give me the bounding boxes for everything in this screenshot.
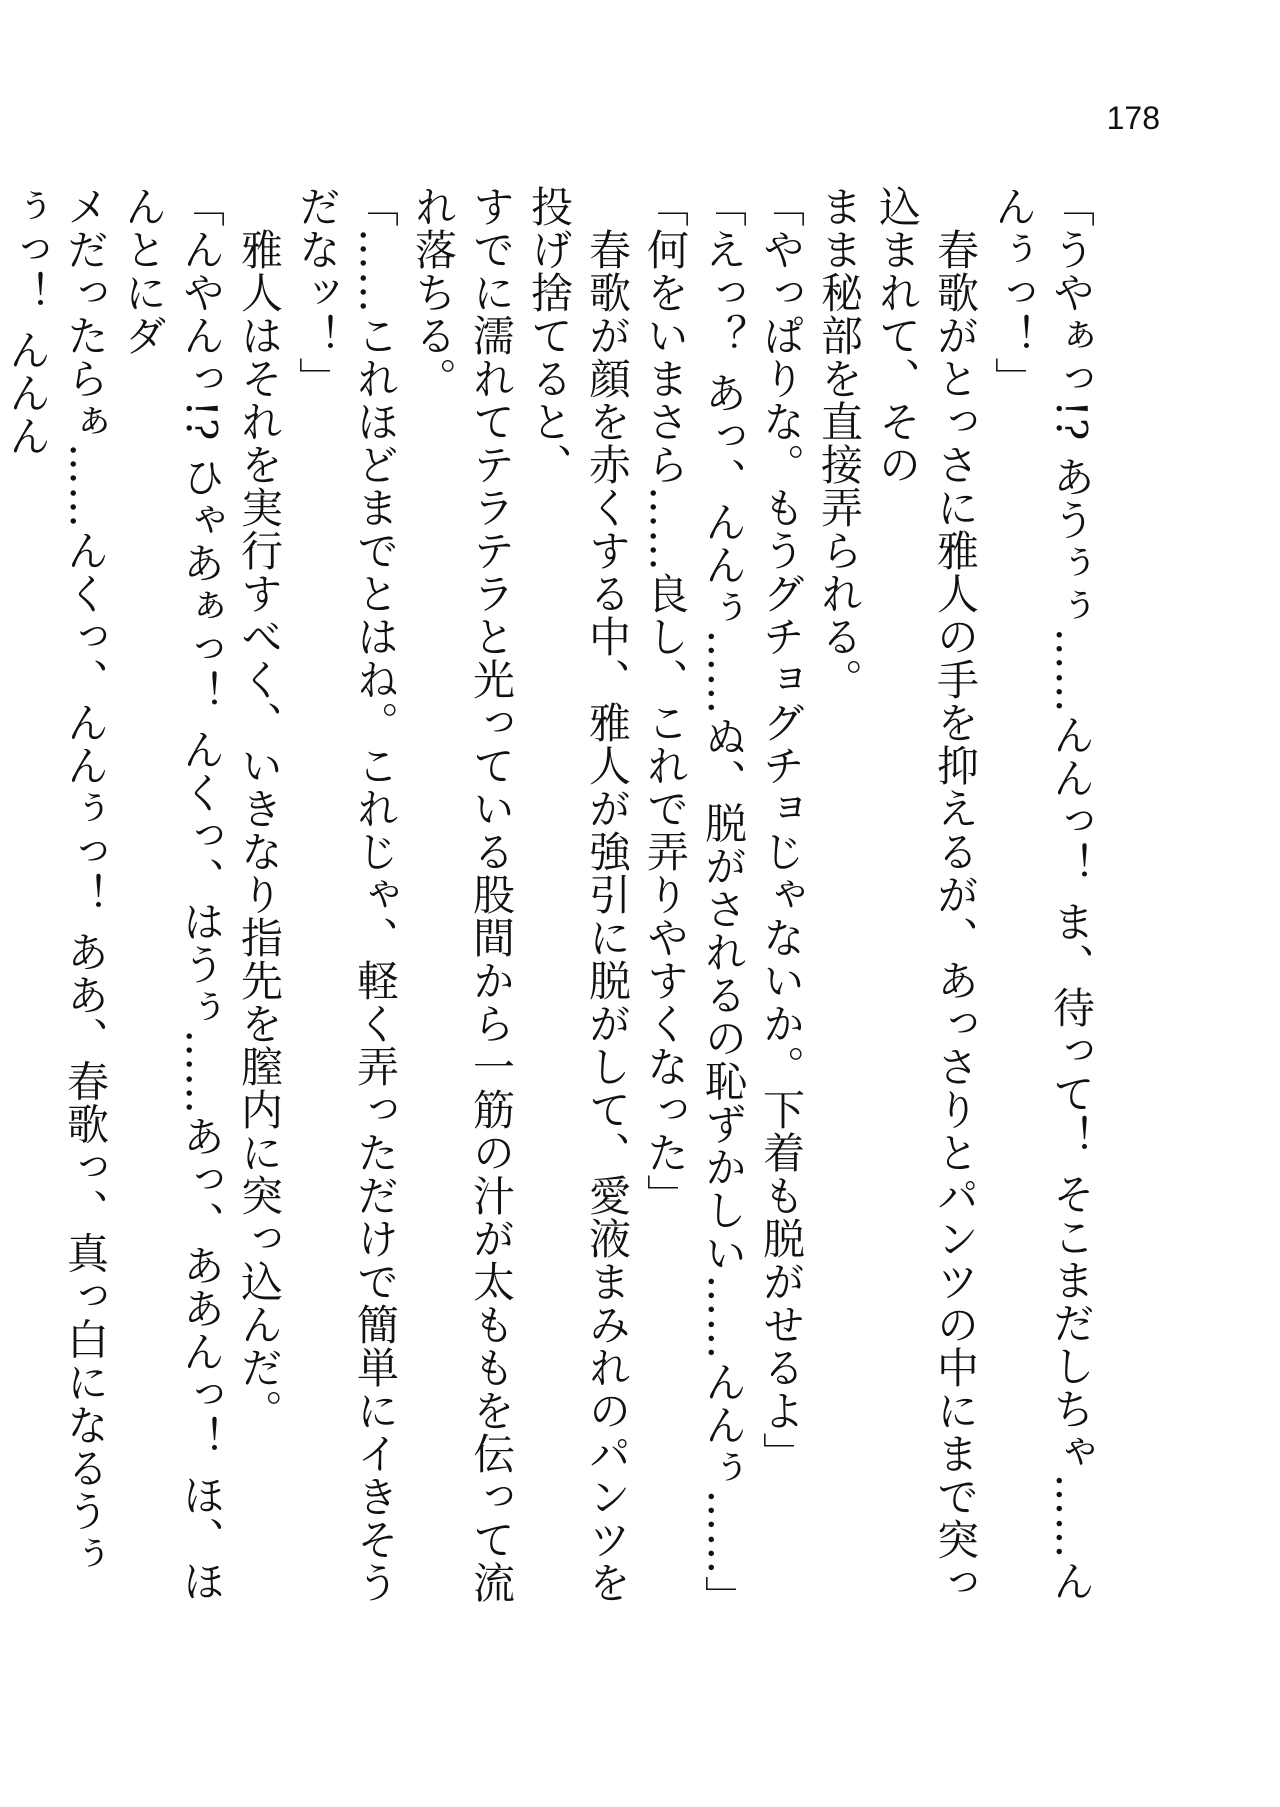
text-line: 「うやぁっ!? あうぅぅ……んんっ！ ま、待って！ そこまだしちゃ……んんぅっ！」 (989, 185, 1096, 1603)
text-line: 「やっぱりな。もうグチョグチョじゃないか。下着も脱がせるよ」 (757, 185, 806, 1475)
text-line: 「んやんっ!? ひゃあぁっ！ んくっ、はうぅ……あっ、ああんっ！ ほ、ほんとにダ (119, 185, 226, 1603)
vertical-text-body (3, 185, 1100, 1619)
text-line: メだったらぁ……んくっ、んんぅっ！ ああ、春歌っ、真っ白になるうぅぅっ！ んんん (3, 185, 110, 1576)
text-line: 「えっ？ あっ、んんぅ……ぬ、脱がされるの恥ずかしい……んんぅ……」 (699, 185, 748, 1619)
text-line: 雅人はそれを実行すべく、いきなり指先を膣内に突っ込んだ。 (235, 185, 284, 1432)
text-line: 「何をいまさら……良し、これで弄りやすくなった」 (641, 185, 690, 1217)
text-line: すでに濡れてテラテラと光っている股間から一筋の汁が太ももを伝って流れ落ちる。 (409, 185, 516, 1604)
text-line: 春歌が顔を赤くする中、雅人が強引に脱がして、愛液まみれのパンツを投げ捨てると、 (525, 185, 632, 1604)
page-number: 178 (1106, 100, 1160, 136)
text-line: 春歌がとっさに雅人の手を抑えるが、あっさりとパンツの中にまで突っ込まれて、その (873, 185, 980, 1604)
text-line: まま秘部を直接弄られる。 (815, 185, 864, 701)
text-line: 「……これほどまでとはね。これじゃ、軽く弄っただけで簡単にイきそうだなッ！」 (293, 185, 400, 1604)
